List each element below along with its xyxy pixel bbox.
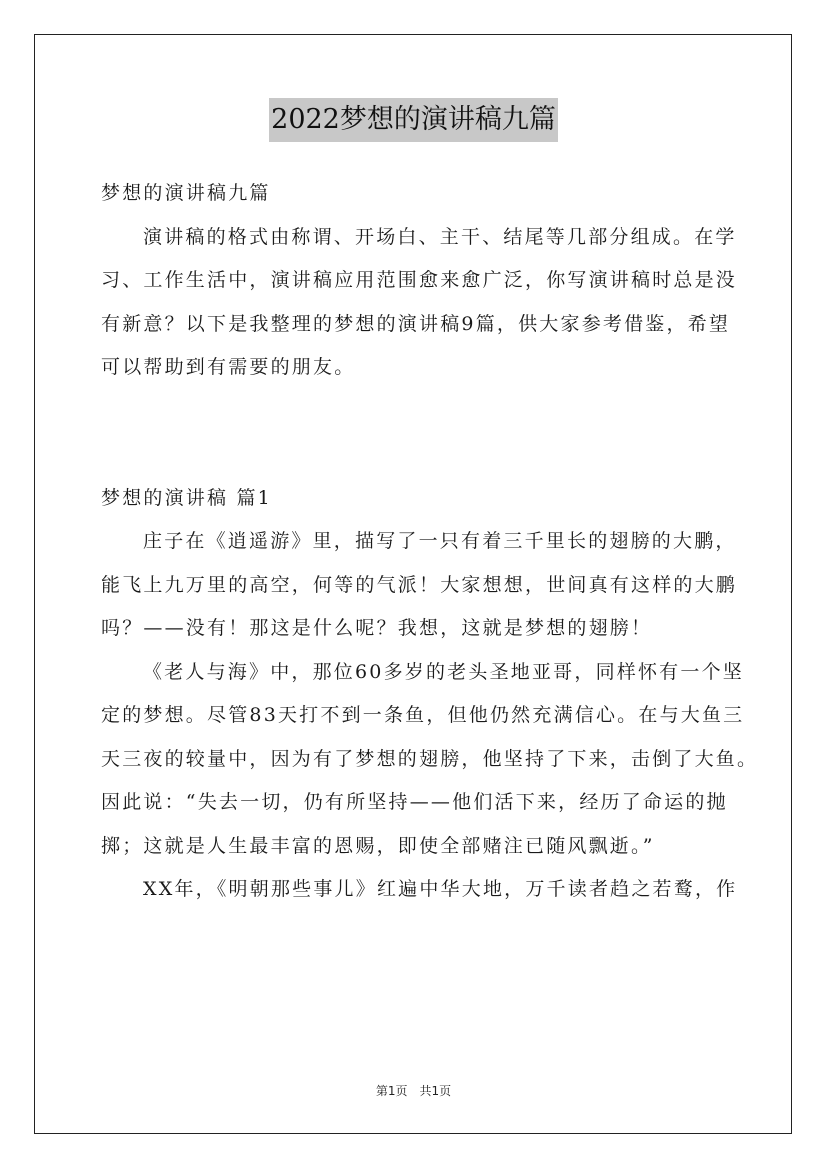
page-footer xyxy=(0,1082,827,1099)
blank-line xyxy=(101,390,741,434)
title-container xyxy=(0,98,827,142)
paragraph-line: 吗？——没有！那这是什么呢？我想，这就是梦想的翅膀！ xyxy=(101,617,653,639)
paragraph-line: 掷；这就是人生最丰富的恩赐，即使全部赌注已随风飘逝。” xyxy=(101,834,655,857)
paragraph-line: 定的梦想。尽管83天打不到一条鱼，但他仍然充满信心。在与大鱼三 xyxy=(101,704,745,726)
paragraph-line: 能飞上九万里的高空，何等的气派！大家想想，世间真有这样的大鹏 xyxy=(101,573,738,596)
section-heading: 梦想的演讲稿 篇1 xyxy=(101,486,272,509)
intro-line: 有新意？以下是我整理的梦想的演讲稿9篇，供大家参考借鉴，希望 xyxy=(101,312,731,335)
intro-line: 演讲稿的格式由称谓、开场白、主干、结尾等几部分组成。在学 xyxy=(143,225,737,248)
blank-line xyxy=(101,433,741,477)
intro-line: 习、工作生活中，演讲稿应用范围愈来愈广泛，你写演讲稿时总是没 xyxy=(101,269,738,291)
paragraph-line: 天三夜的较量中，因为有了梦想的翅膀，他坚持了下来，击倒了大鱼。 xyxy=(101,747,759,770)
page-number-label: 第1页 共1页 xyxy=(375,1084,452,1098)
document-body xyxy=(101,172,759,912)
paragraph-line: 庄子在《逍遥游》里，描写了一只有着三千里长的翅膀的大鹏， xyxy=(143,530,737,552)
subtitle: 梦想的演讲稿九篇 xyxy=(101,182,271,204)
paragraph-line: 因此说：“失去一切，仍有所坚持——他们活下来，经历了命运的抛 xyxy=(101,791,728,813)
paragraph-line: 《老人与海》中，那位60多岁的老头圣地亚哥，同样怀有一个坚 xyxy=(143,660,744,683)
document-title: 2022梦想的演讲稿九篇 xyxy=(269,98,558,142)
paragraph-line: XX年，《明朝那些事儿》红遍中华大地，万千读者趋之若鹜，作 xyxy=(143,878,738,900)
intro-line: 可以帮助到有需要的朋友。 xyxy=(101,356,356,378)
